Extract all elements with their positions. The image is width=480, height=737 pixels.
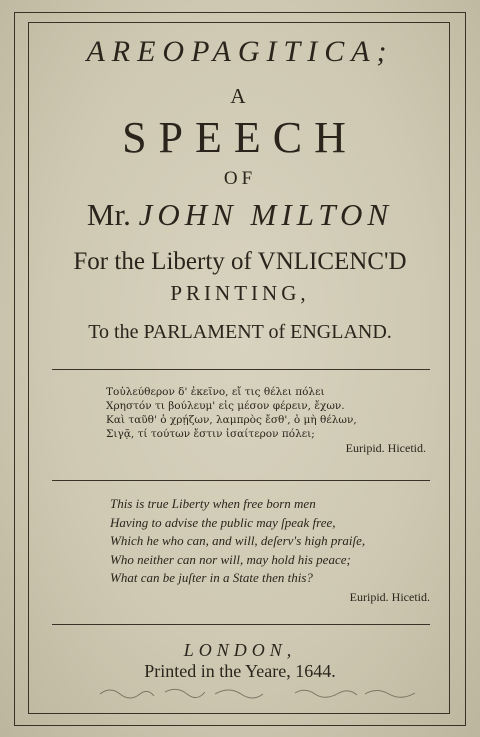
divider-1 [52, 369, 430, 370]
subtitle-printing: PRINTING, [170, 281, 310, 305]
english-line: This is true Liberty when free born men [110, 496, 316, 511]
imprint-date: Printed in the Yeare, 1644. [144, 661, 336, 681]
dedication-line: To the PARLAMENT of ENGLAND. [88, 321, 392, 343]
author-name: JOHN MILTON [138, 197, 394, 232]
subtitle-liberty: For the Liberty of VNLICENC'D [73, 248, 407, 275]
greek-line: Τοὐλεύθερον δ' ἐκεῖνο, εἴ τις θέλει πόλει [106, 386, 325, 398]
divider-2 [52, 480, 430, 481]
english-line: Who neither can nor will, may hold his peace; [110, 551, 351, 567]
greek-line: Καὶ ταῦθ' ὁ χρῄζων, λαμπρὸς ἔσθ', ὁ μὴ θέλων, [106, 414, 357, 426]
greek-line: Σιγᾷ, τί τούτων ἔστιν ἰσαίτερον πόλει; [106, 428, 315, 440]
english-attribution: Euripid. Hicetid. [349, 589, 430, 604]
greek-epigraph [106, 385, 426, 455]
greek-line: Χρηστόν τι βούλευμ' εἰς μέσον φέρειν, ἔχων. [106, 400, 345, 412]
greek-attribution: Euripid. Hicetid. [345, 441, 426, 455]
author-line [0, 197, 480, 233]
english-line: Having to advise the public may ſpeak free, [110, 514, 336, 530]
english-epigraph [110, 495, 430, 606]
divider-3 [52, 624, 430, 625]
book-title: AREOPAGITICA; [86, 35, 394, 68]
of-text: OF [223, 168, 257, 189]
english-line: What can be juſter in a State then this? [110, 570, 313, 585]
article-a: A [230, 84, 250, 108]
handwritten-scrawl [95, 682, 425, 702]
author-prefix: Mr. [86, 197, 131, 232]
speech-heading: SPEECH [122, 113, 358, 162]
imprint-city: LONDON, [183, 640, 297, 660]
english-line: Which he who can, and will, deſerv's high praiſe, [110, 533, 366, 548]
